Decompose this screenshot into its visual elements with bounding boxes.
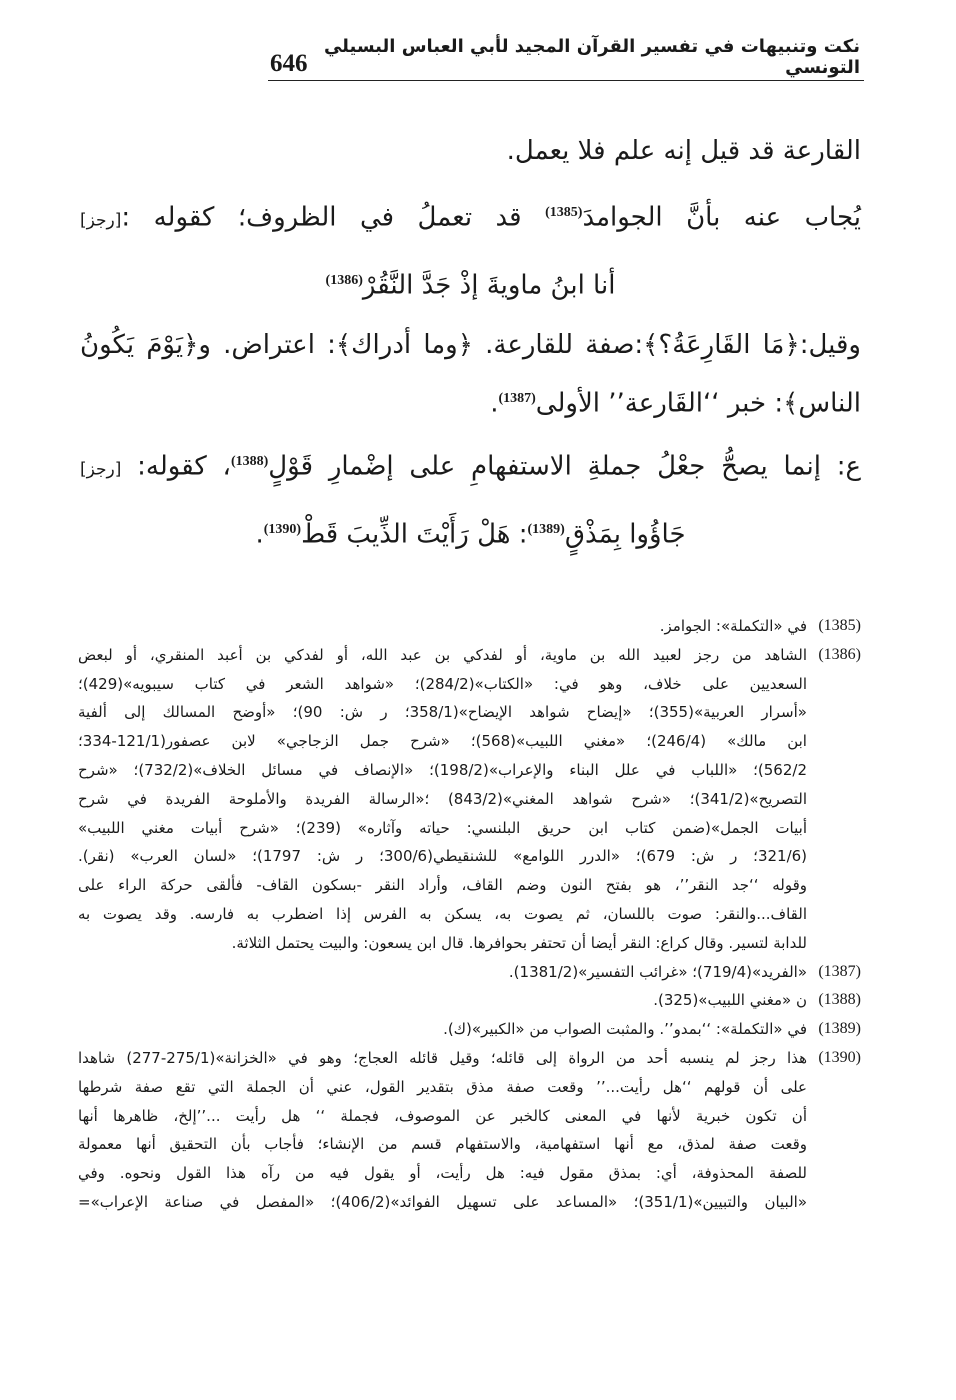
footnote-number: (1386) [818,645,861,663]
footnote-line: للصفة المحذوفة، أي: بمذق مقول فيه: هل رأيت، أو يقول فيه من رآه هذا القول ونحوه. وفي [78,1164,807,1183]
footnote-ref[interactable]: (1389) [527,521,565,537]
line-text: القارعة قد قيل إنه علم فلا يعمل. [506,136,861,166]
footnote-1388 [78,986,861,1015]
footnote-1390 [78,1044,861,1217]
footnote-line: ابن مالك» (246/4)؛ «مغني اللبيب»(568)؛ «شرح جمل الزجاجي» لابن عصفور(121/1-334؛ [78,732,807,751]
line-text: . [490,388,499,419]
footnote-line: «البيان والتبيين»(351/1)؛ «المساعد على تسهيل الفوائد»(406/2)؛ «المفصل في صناعة الإعراب»= [78,1192,807,1211]
footnote-line: ن «مغني اللبيب»(325). [653,991,807,1010]
line-text: يُجاب عنه بأنَّ الجوامدَ [582,202,861,233]
footnote-line: السعديين على خلاف، وهو في: «الكتاب»(284/2)؛ «شواهد الشعر في كتاب سيبويه»(429)؛ [78,674,807,693]
footnote-ref[interactable]: (1388) [230,453,269,469]
footnote-ref[interactable]: (1390) [263,521,302,537]
line-text: ع: إنما يصحُّ جعْلُ جملةِ الاستفهامِ على إضْمارِ قَوْلٍ [268,451,861,482]
footnote-1385 [78,612,861,641]
footnote-line: الشاهد من رجز لعبيد الله بن ماوية، أو لفدكي بن عبد الله، أو لفدكي بن أعبد المنقري، أو لبعض [78,645,807,664]
footnote-number: (1388) [818,991,861,1009]
footnote-line: «الفريد»(719/4)؛ «غرائب التفسير»(1381/2). [508,962,807,981]
footnote-line: على أن قولهم ‘‘هل رأيت...’’ وقعت صفة مذق بتقدير القول، عني أن الجملة التي تقع صفة شرطها [78,1077,807,1096]
main-line-2 [80,190,861,244]
page-number: 646 [270,50,308,77]
verse-text: أنا ابنُ ماويةَ إذْ جَدَّ النَّقُرْ [362,270,616,301]
footnotes [78,612,861,1217]
footnote-line: للدابة لتسير. وقال كراع: النقر أيضا أن تحتفر بحوافرها. قال ابن يسعون: والبيت يحتمل الثلاثة. [231,933,807,952]
footnote-line: وقوله ‘‘جد النقر’’، هو بفتح النون وضم القاف، وأراد النقر -بسكون القاف- فألقى حركة الراء على [78,876,807,895]
footnote-line: في «التكملة»: الجوامز. [659,617,807,635]
footnote-line: «أسرار العربية»(355)؛ «إيضاح شواهد الإيضاح»(358/1؛ ر ش: 90)؛ «أوضح المسالك إلى ألفية [78,703,807,722]
verse-line-2 [80,507,861,558]
footnote-ref[interactable]: (1385) [545,205,583,220]
main-text [80,120,861,557]
page-header [270,38,860,78]
footnote-number: (1385) [818,617,861,634]
footnote-line: 562/2)؛ «اللباب في علل البناء والإعراب»(198/2)؛ «الإنصاف في مسائل الخلاف»(732/2)؛ «شرح [78,760,807,779]
footnote-1386 [78,641,861,958]
footnote-line: (321/6؛ ر ش: 679)؛ «الدرر اللوامع» للشنقيطي(300/6؛ ر ش: 1797)؛ «لسان العرب» (نقر). [78,847,807,866]
footnote-line: أن تكون خبرية لأنها في المعنى كالخبر عن الموصوف، فجملة ‘‘ هل رأيت ...’’إلخ، ظاهرها أنها [78,1106,807,1125]
footnote-line: القاف...والنقر: صوت باللسان، ثم يصوت به، يسكن به الفرس إذا اضطرب به فارسه. وقد يصوت به [78,904,807,923]
line-text: وقيل:﴿مَا القَارِعَةُ؟﴾:صفة للقارعة. ﴿وما أدراك﴾: اعتراض. و﴿يَوْمَ يَكُونُ [80,330,861,361]
footnote-number: (1390) [818,1048,861,1066]
meter-tag: [رجز] [80,210,122,231]
meter-tag: [رجز] [80,459,122,480]
footnote-number: (1389) [818,1020,861,1038]
footnote-ref[interactable]: (1386) [325,272,363,288]
verse-text: جَاؤُوا بِمَذْقٍ [564,519,686,550]
verse-text: : هَلْ رَأَيْتَ الذِّيبَ قَطْ [301,519,528,550]
running-title: نكت وتنبيهات في تفسير القرآن المجيد لأبي العباس البسيلي التونسي [323,36,860,78]
footnote-1387 [78,958,861,987]
footnote-1389 [78,1015,861,1044]
verse-line-1 [80,258,861,309]
main-line-5 [80,376,861,427]
line-text: الناس﴾: خبر ‘‘القَارعة’’ الأولى [535,388,861,419]
line-text: ، كقوله: [121,451,231,482]
footnote-ref[interactable]: (1387) [498,391,536,407]
footnote-line: في «التكملة»: ‘‘بمدو’’. والمثبت الصواب من «الكبير»(ك). [443,1020,807,1039]
footnote-line: أبيات الجمل»(ضمن كتاب ابن حريق البلنسي: حياته وآثاره» (239)؛ «شرح أبيات مغني اللبيب» [78,818,807,837]
footnote-line: هذا رجز لم ينسبه أحد من الرواة إلى قائله؛ وقيل قائله العجاج؛ وهو في «الخزانة»(275/1-277) شاهدا [78,1048,807,1067]
main-line-4 [80,322,861,368]
main-line-6 [80,439,861,493]
footnote-line: وقعت صفة لمذق، مع أنها استفهامية، والاستفهام قسم من الإنشاء؛ فأجاب بأن التحقيق أنها معمولة [78,1135,807,1154]
main-line-1 [80,128,861,174]
footnote-line: التصريح»(341/2)؛ «شرح شواهد المغني»(843/2) ؛«الرسالة الفريدة والأملوحة الفريدة في شرح [78,789,807,808]
verse-text: . [255,519,264,550]
footnote-number: (1387) [818,962,861,980]
header-rule [268,80,864,81]
line-text: قد تعملُ في الظروف؛ كقوله : [121,202,546,233]
